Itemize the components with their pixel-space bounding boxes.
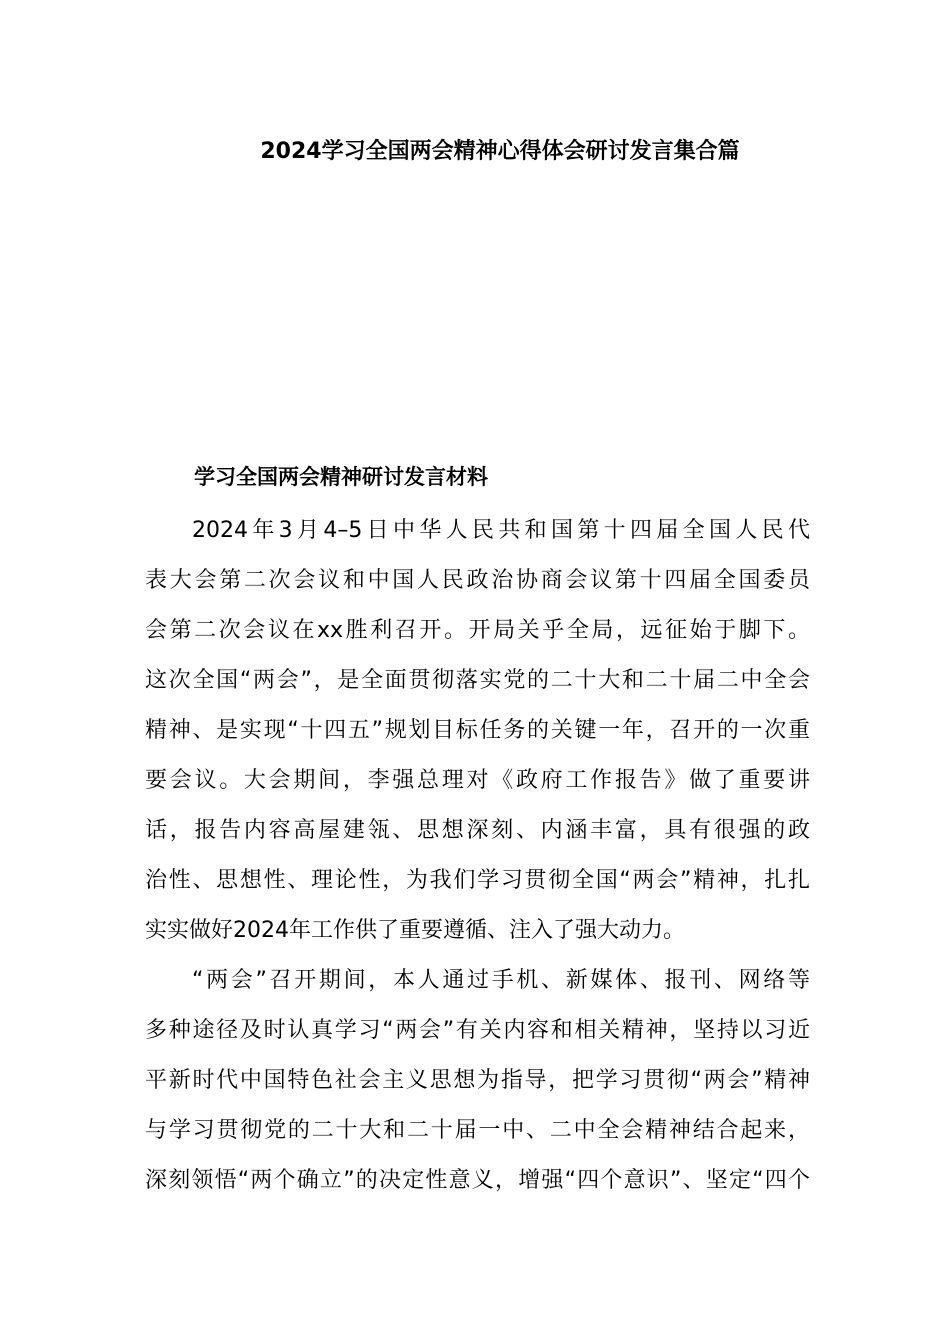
paragraph-2-line-3: 平新时代中国特色社会主义思想为指导，把学习贯彻“两会”精神: [145, 1068, 810, 1093]
paragraph-1-line-3: 会第二次会议在xx胜利召开。开局关乎全局，远征始于脚下。: [145, 618, 810, 643]
paragraph-2-line-1: “两会”召开期间，本人通过手机、新媒体、报刊、网络等: [192, 968, 810, 993]
paragraph-1-line-8: 治性、思想性、理论性，为我们学习贯彻全国“两会”精神，扎扎: [145, 868, 810, 893]
document-body: [145, 506, 810, 1206]
paragraph-2-line-2: 多种途径及时认真学习“两会”有关内容和相关精神，坚持以习近: [145, 1018, 810, 1043]
paragraph-1-line-4: 这次全国“两会”，是全面贯彻落实党的二十大和二十届二中全会: [145, 668, 810, 693]
section-heading: 学习全国两会精神研讨发言材料: [194, 465, 488, 489]
paragraph-2-line-4: 与学习贯彻党的二十大和二十届一中、二中全会精神结合起来，: [145, 1118, 810, 1143]
paragraph-1-line-1: 2024年3月4–5日中华人民共和国第十四届全国人民代: [192, 518, 810, 543]
paragraph-1-line-6: 要会议。大会期间，李强总理对《政府工作报告》做了重要讲: [145, 768, 810, 793]
document-title: 2024学习全国两会精神心得体会研讨发言集合篇: [260, 139, 740, 164]
paragraph-1-line-2: 表大会第二次会议和中国人民政治协商会议第十四届全国委员: [145, 568, 810, 593]
paragraph-1-line-5: 精神、是实现“十四五”规划目标任务的关键一年，召开的一次重: [145, 718, 810, 743]
paragraph-2-line-5: 深刻领悟“两个确立”的决定性意义，增强“四个意识”、坚定“四个: [145, 1168, 810, 1193]
paragraph-1-line-7: 话，报告内容高屋建瓴、思想深刻、内涵丰富，具有很强的政: [145, 818, 810, 843]
paragraph-1-line-9: 实实做好2024年工作供了重要遵循、注入了强大动力。: [145, 918, 685, 943]
